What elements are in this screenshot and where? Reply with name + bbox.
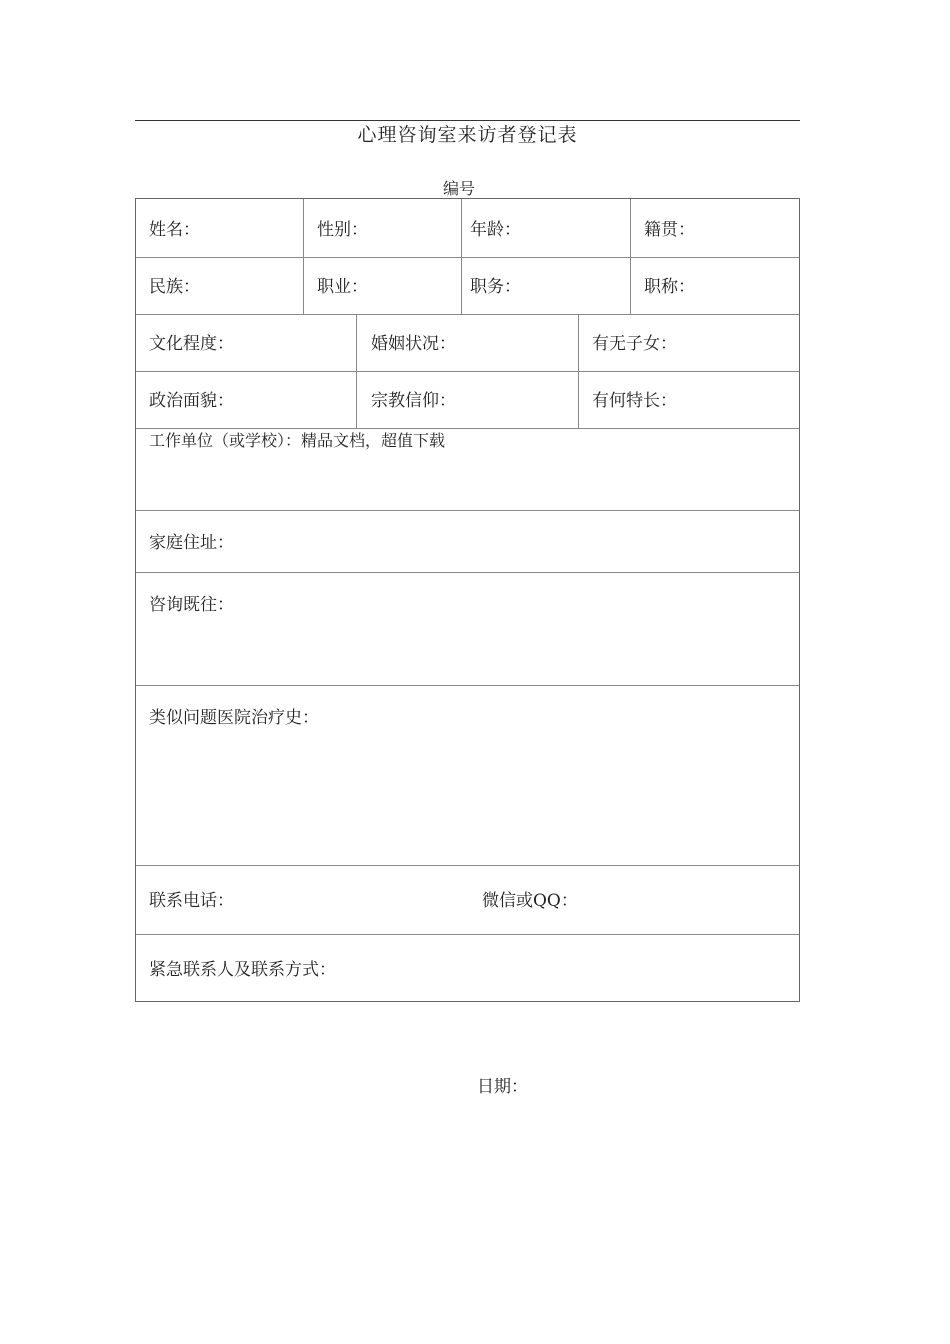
home-address-field-label: 家庭住址：	[149, 533, 234, 553]
row-divider	[136, 934, 799, 935]
workplace-field-label: 工作单位（或学校）：精品文档，超值下载	[149, 431, 446, 450]
position-field-label: 职务：	[470, 277, 521, 297]
children-field-label: 有无子女：	[592, 334, 677, 354]
religion-field-label: 宗教信仰：	[371, 391, 456, 411]
political-status-field-label: 政治面貌：	[149, 391, 234, 411]
phone-field-label: 联系电话：	[149, 891, 234, 911]
column-divider	[578, 314, 579, 428]
ethnicity-field-label: 民族：	[149, 277, 200, 297]
past-counseling-field-label: 咨询既往：	[149, 595, 234, 615]
professional-title-field-label: 职称：	[644, 277, 695, 297]
specialty-field-label: 有何特长：	[592, 391, 677, 411]
document-title: 心理咨询室来访者登记表	[357, 124, 578, 146]
row-divider	[136, 371, 799, 372]
emergency-contact-field-label: 紧急联系人及联系方式：	[149, 960, 336, 980]
row-divider	[136, 510, 799, 511]
date-label: 日期：	[477, 1077, 528, 1097]
column-divider	[303, 199, 304, 314]
gender-field-label: 性别：	[317, 220, 368, 240]
serial-number-label: 编号	[443, 179, 476, 198]
column-divider	[630, 199, 631, 314]
row-divider	[136, 865, 799, 866]
column-divider	[461, 199, 462, 314]
marital-status-field-label: 婚姻状况：	[371, 334, 456, 354]
row-divider	[136, 572, 799, 573]
column-divider	[356, 314, 357, 428]
native-place-field-label: 籍贯：	[644, 220, 695, 240]
registration-form	[135, 198, 800, 1002]
row-divider	[136, 685, 799, 686]
top-rule	[135, 120, 800, 121]
education-field-label: 文化程度：	[149, 334, 234, 354]
name-field-label: 姓名：	[149, 220, 200, 240]
age-field-label: 年龄：	[470, 220, 521, 240]
occupation-field-label: 职业：	[317, 277, 368, 297]
wechat-qq-field-label: 微信或QQ：	[482, 891, 578, 911]
treatment-history-field-label: 类似问题医院治疗史：	[149, 708, 319, 728]
row-divider	[136, 314, 799, 315]
row-divider	[136, 257, 799, 258]
row-divider	[136, 428, 799, 429]
